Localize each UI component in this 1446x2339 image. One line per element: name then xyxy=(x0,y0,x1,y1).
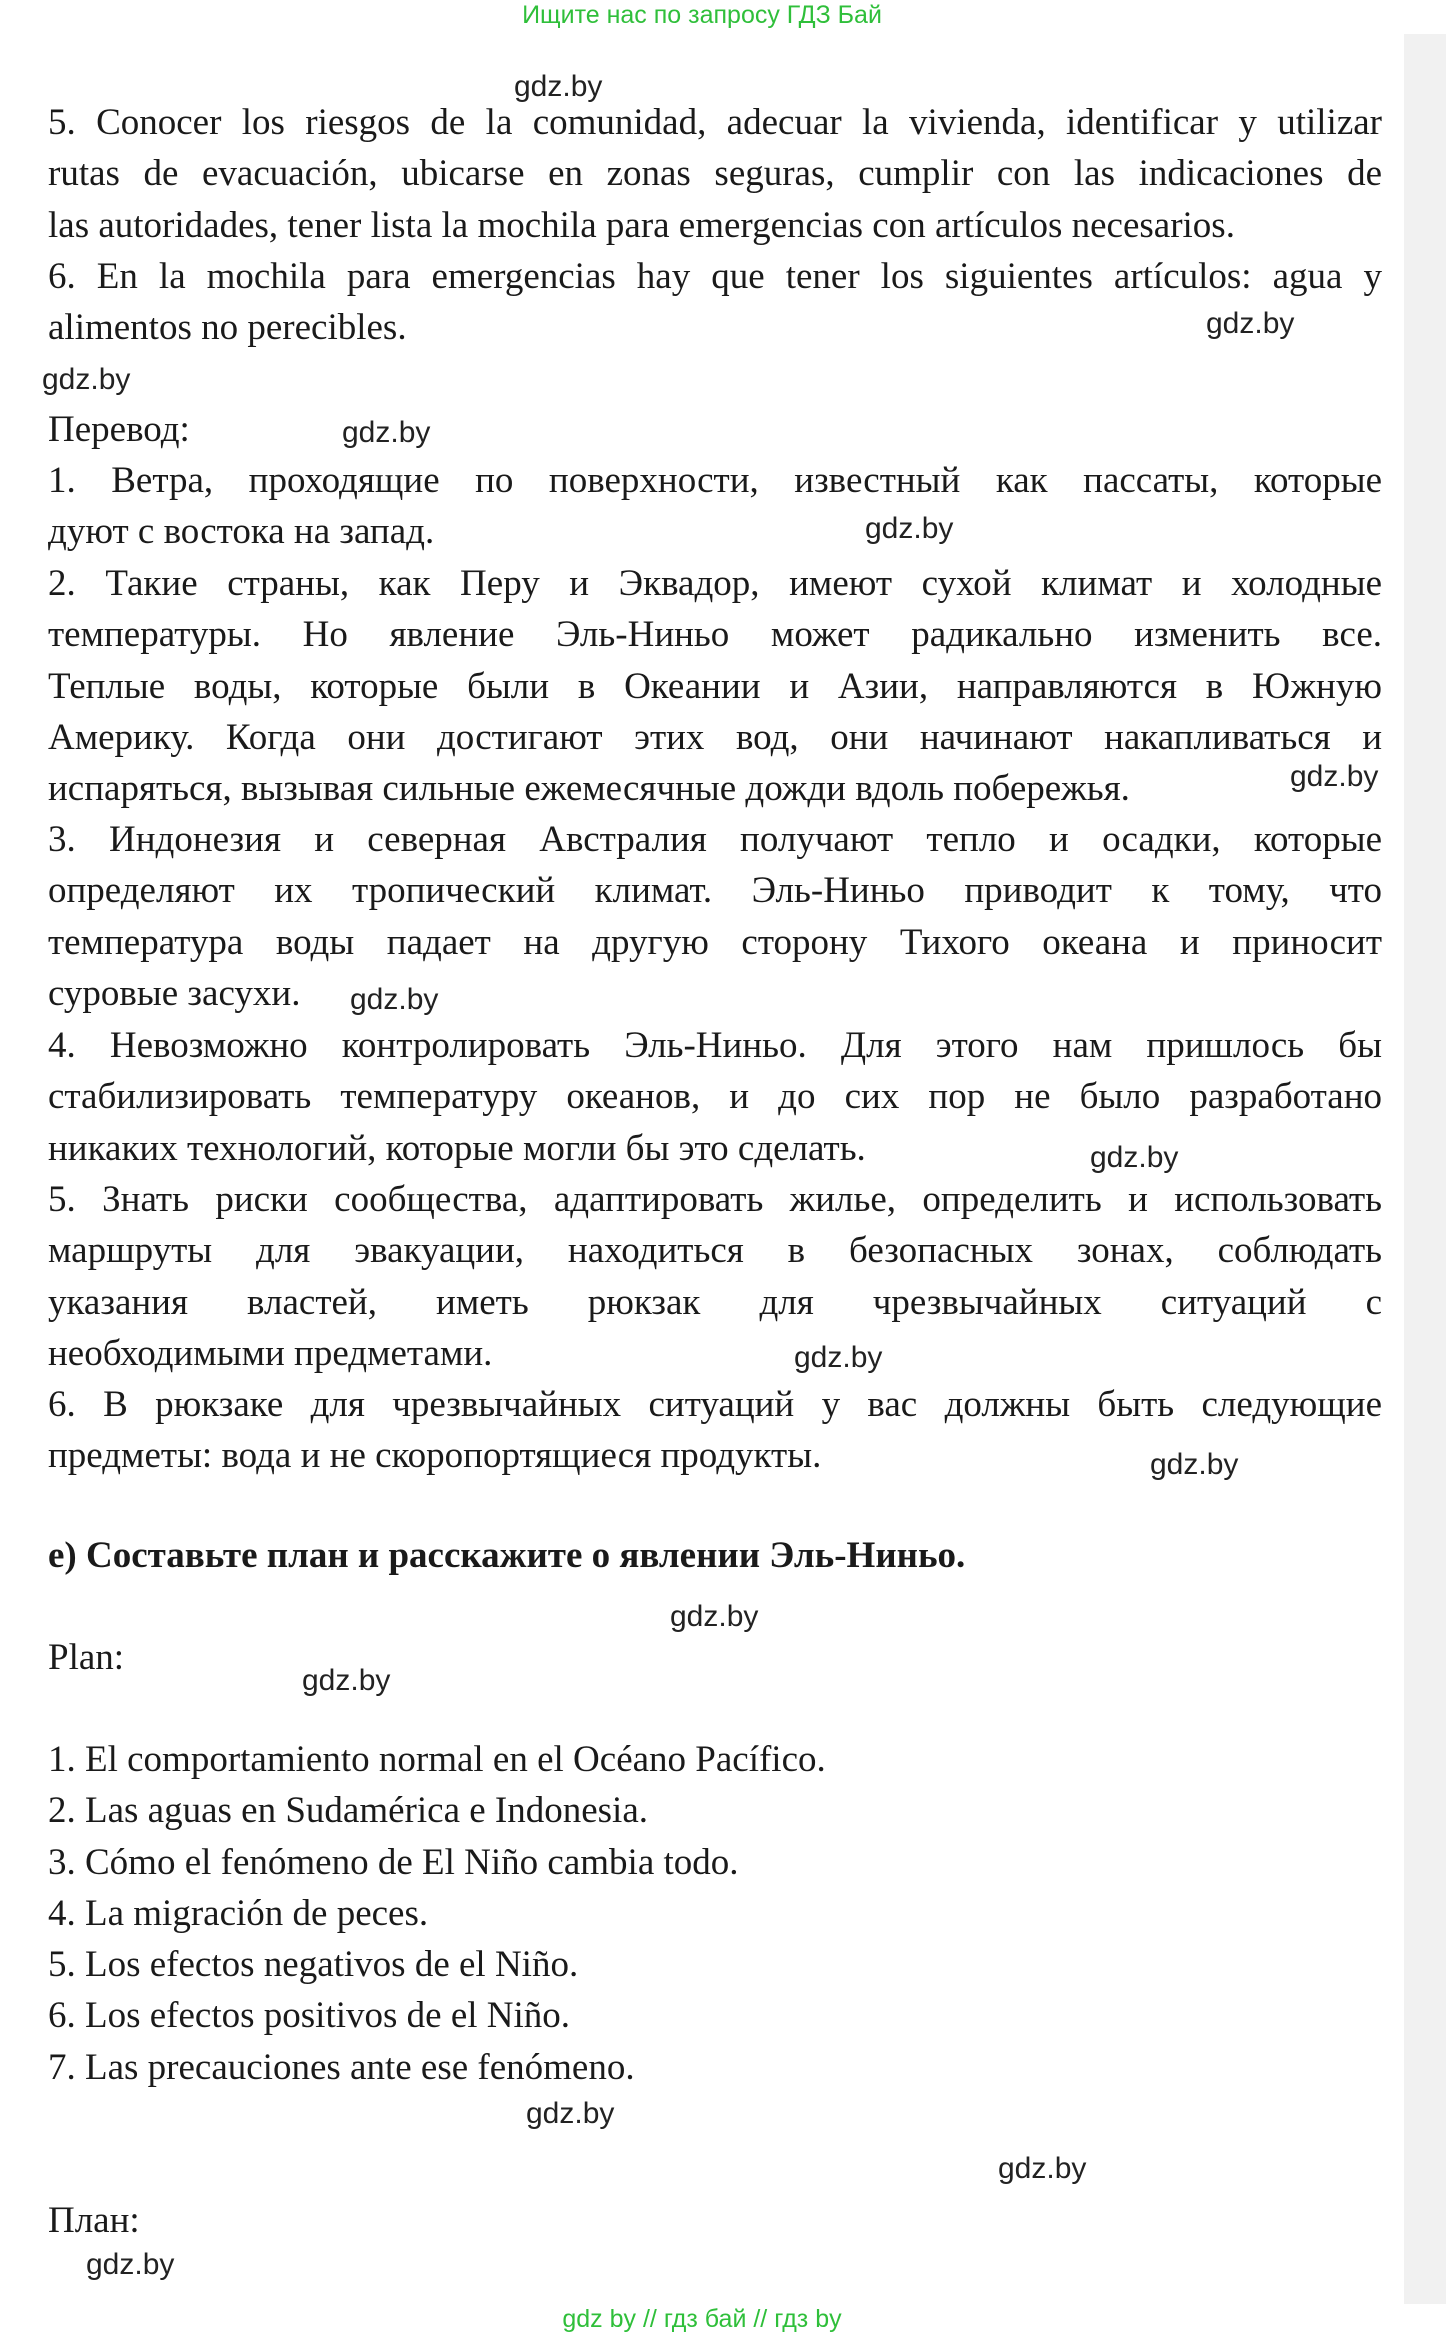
plan-item: 7. Las precauciones ante ese fenómeno. xyxy=(48,2046,635,2088)
top-banner[interactable]: Ищите нас по запросу ГДЗ Бай xyxy=(522,1,882,29)
scrollbar-track[interactable] xyxy=(1404,34,1446,2304)
plan-item: 2. Las aguas en Sudamérica e Indonesia. xyxy=(48,1790,649,1832)
text-line: Plan: xyxy=(48,1637,125,1678)
watermark: gdz.by xyxy=(1206,307,1295,340)
watermark: gdz.by xyxy=(526,2097,615,2130)
text-line: Теплые воды, которые были в Океании и Азии, направляются в Южную xyxy=(48,665,1382,707)
spanish-answer-6 xyxy=(48,251,1382,354)
watermark: gdz.by xyxy=(1150,1448,1239,1481)
plan-item: 5. Los efectos negativos de el Niño. xyxy=(48,1944,579,1986)
plan-ru-label xyxy=(48,2195,1382,2246)
plan-item: 6. Los efectos positivos de el Niño. xyxy=(48,1995,571,2037)
translation-item-1 xyxy=(48,455,1382,558)
text-line: температуры. Но явление Эль-Ниньо может радикально изменить все. xyxy=(48,614,1382,656)
task-heading: e) Составьте план и расскажите о явлении Эль-Ниньо. xyxy=(48,1535,966,1576)
text-line: никаких технологий, которые могли бы это сделать. xyxy=(48,1127,866,1169)
watermark: gdz.by xyxy=(1290,760,1379,793)
text-line: 3. Индонезия и северная Австралия получают тепло и осадки, которые xyxy=(48,819,1382,860)
text-line: alimentos no perecibles. xyxy=(48,307,407,349)
plan-label xyxy=(48,1632,1382,1683)
text-line: 5. Знать риски сообщества, адаптировать жилье, определить и использовать xyxy=(48,1179,1382,1220)
text-line: испаряться, вызывая сильные ежемесячные дожди вдоль побережья. xyxy=(48,768,1130,810)
text-line: las autoridades, tener lista la mochila para emergencias con artículos necesarios. xyxy=(48,204,1235,246)
translation-label xyxy=(48,404,1382,455)
text-line: стабилизировать температуру океанов, и до сих пор не было разработано xyxy=(48,1076,1382,1118)
watermark: gdz.by xyxy=(42,363,131,396)
text-line: 2. Такие страны, как Перу и Эквадор, имеют сухой климат и холодные xyxy=(48,563,1382,604)
footer-links[interactable]: gdz by // гдз бай // гдз by xyxy=(562,2305,842,2333)
plan-item: 1. El comportamiento normal en el Océano Pacífico. xyxy=(48,1739,826,1780)
text-line: 6. En la mochila para emergencias hay que tener los siguientes artículos: agua y xyxy=(48,256,1382,297)
text-line: rutas de evacuación, ubicarse en zonas seguras, cumplir con las indicaciones de xyxy=(48,153,1382,195)
text-line: Америку. Когда они достигают этих вод, они начинают накапливаться и xyxy=(48,716,1382,758)
text-line: Перевод: xyxy=(48,409,190,450)
watermark: gdz.by xyxy=(998,2152,1087,2185)
plan-list xyxy=(48,1734,1382,2093)
text-line: дуют с востока на запад. xyxy=(48,511,435,553)
watermark: gdz.by xyxy=(350,983,439,1016)
watermark: gdz.by xyxy=(670,1600,759,1633)
translation-item-4 xyxy=(48,1020,1382,1174)
translation-item-2 xyxy=(48,558,1382,814)
text-line: 5. Conocer los riesgos de la comunidad, adecuar la vivienda, identificar y utilizar xyxy=(48,102,1382,143)
text-line: необходимыми предметами. xyxy=(48,1332,493,1374)
text-line: определяют их тропический климат. Эль-Ниньо приводит к тому, что xyxy=(48,870,1382,912)
watermark: gdz.by xyxy=(342,416,431,449)
watermark: gdz.by xyxy=(514,70,603,103)
text-line: температура воды падает на другую сторону Тихого океана и приносит xyxy=(48,921,1382,963)
text-line: суровые засухи. xyxy=(48,972,301,1014)
spanish-answer-5 xyxy=(48,97,1382,251)
text-line: 6. В рюкзаке для чрезвычайных ситуаций у вас должны быть следующие xyxy=(48,1384,1382,1425)
watermark: gdz.by xyxy=(1090,1141,1179,1174)
watermark: gdz.by xyxy=(86,2248,175,2281)
watermark: gdz.by xyxy=(302,1664,391,1697)
translation-item-5 xyxy=(48,1174,1382,1379)
plan-item: 3. Cómo el fenómeno de El Niño cambia todo. xyxy=(48,1841,739,1883)
text-line: План: xyxy=(48,2200,140,2241)
text-line: указания властей, иметь рюкзак для чрезвычайных ситуаций с xyxy=(48,1281,1382,1323)
text-line: предметы: вода и не скоропортящиеся продукты. xyxy=(48,1435,822,1477)
text-line: 4. Невозможно контролировать Эль-Ниньо. Для этого нам пришлось бы xyxy=(48,1025,1382,1066)
watermark: gdz.by xyxy=(794,1341,883,1374)
watermark: gdz.by xyxy=(865,512,954,545)
translation-item-3 xyxy=(48,814,1382,1019)
plan-item: 4. La migración de peces. xyxy=(48,1892,429,1934)
document-page xyxy=(48,0,1382,2300)
text-line: маршруты для эвакуации, находиться в безопасных зонах, соблюдать xyxy=(48,1230,1382,1272)
text-line: 1. Ветра, проходящие по поверхности, известный как пассаты, которые xyxy=(48,460,1382,501)
